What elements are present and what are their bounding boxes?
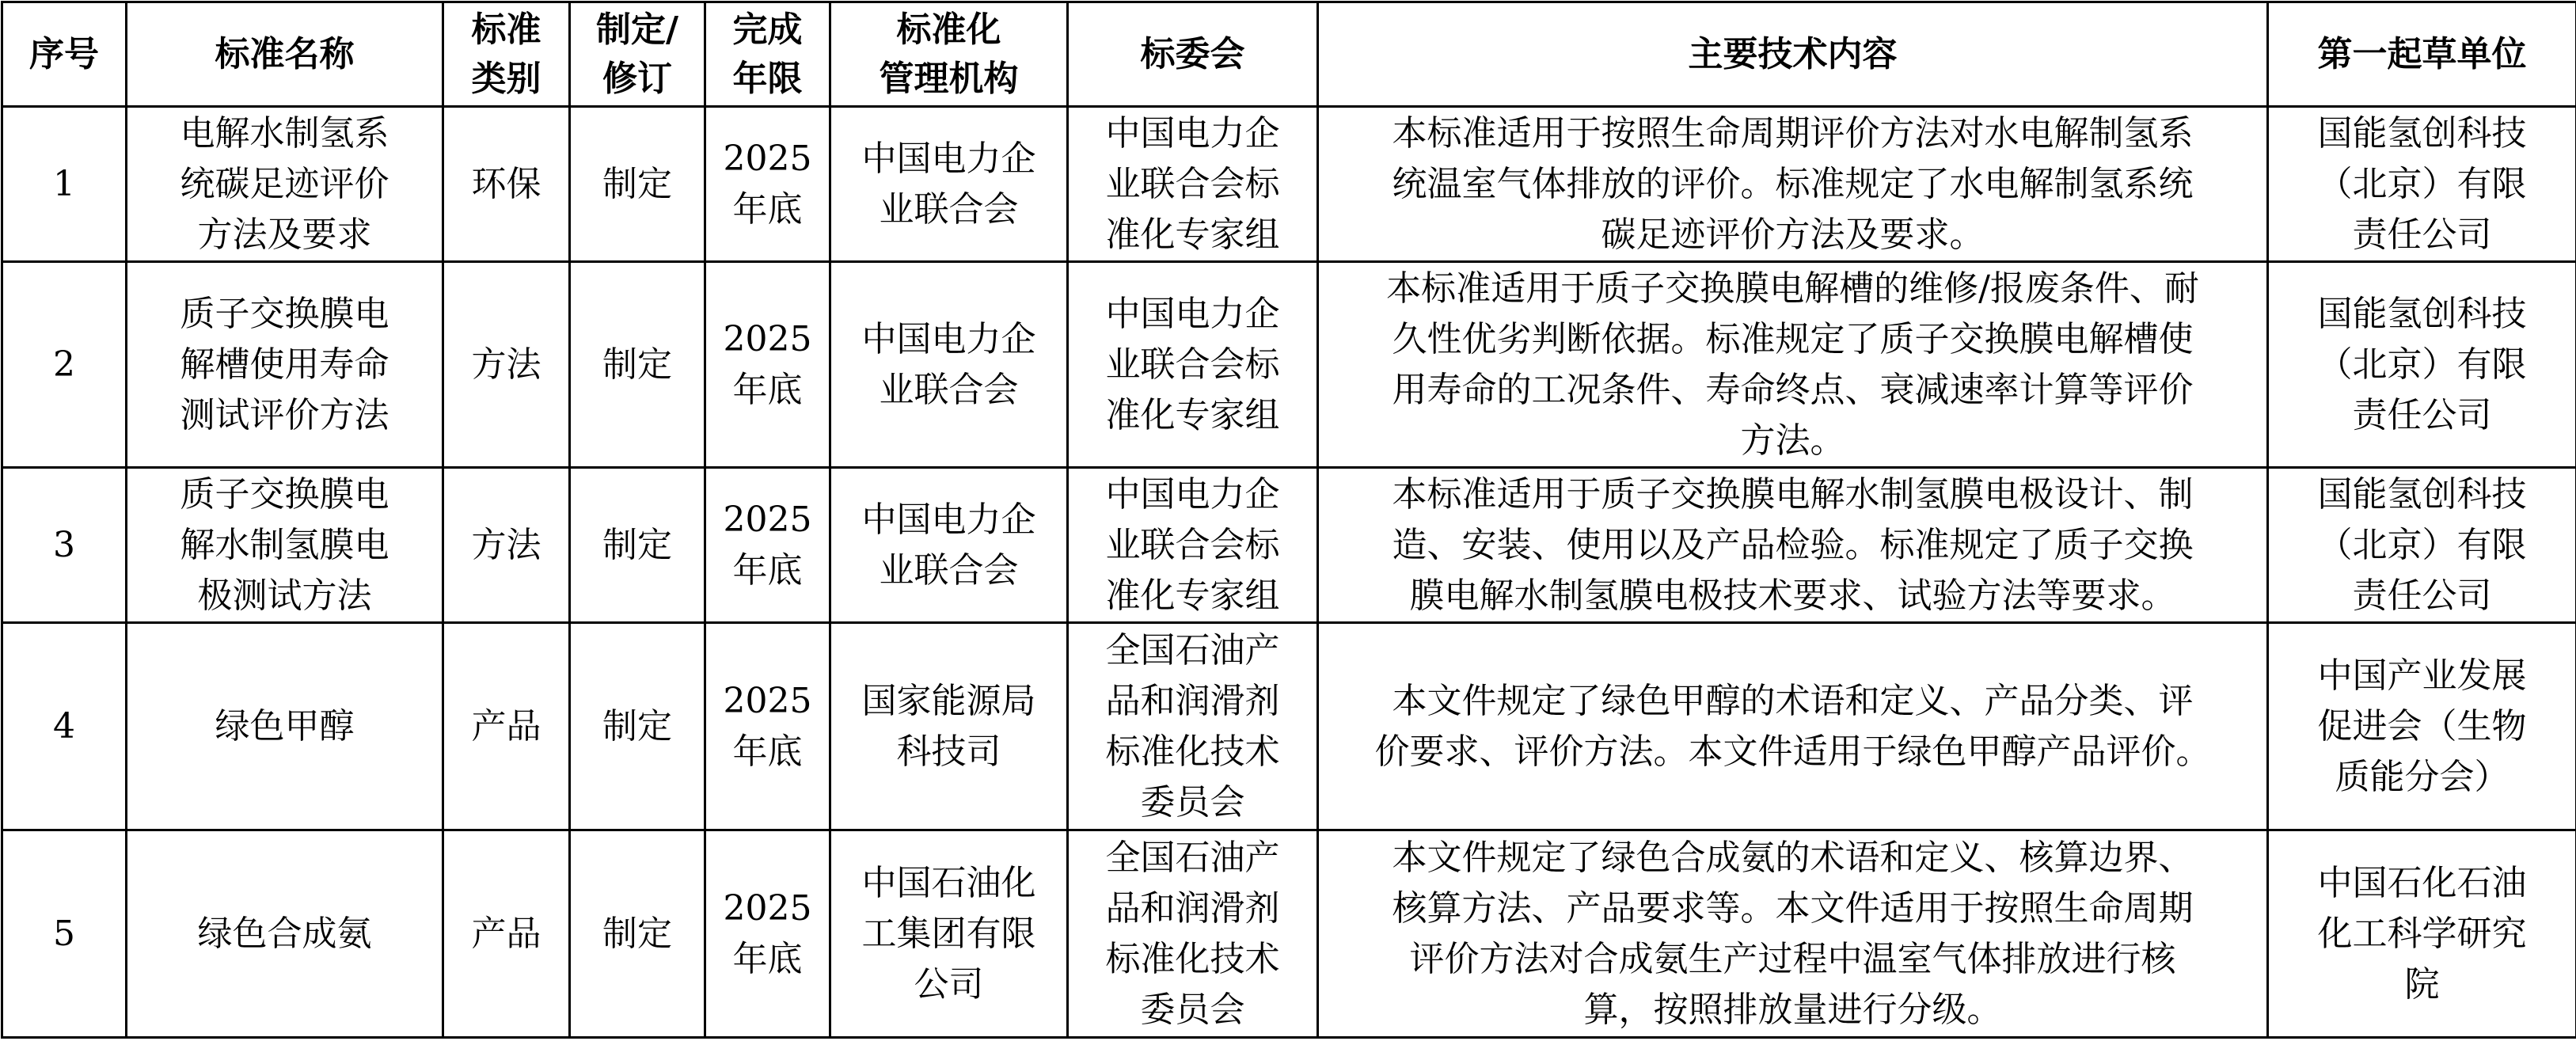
row-deadline: 2025 年底	[705, 107, 830, 262]
row-no: 3	[2, 468, 127, 623]
row-org: 中国石油化 工集团有限 公司	[830, 830, 1068, 1038]
table-header-row	[2, 2, 2576, 107]
row-category: 方法	[443, 262, 570, 468]
table-row	[2, 107, 2576, 262]
row-deadline: 2025 年底	[705, 468, 830, 623]
row-deadline: 2025 年底	[705, 830, 830, 1038]
table-row	[2, 262, 2576, 468]
row-org: 中国电力企 业联合会	[830, 262, 1068, 468]
row-drafter: 国能氢创科技 （北京）有限 责任公司	[2268, 262, 2576, 468]
header-type: 制定/ 修订	[570, 2, 705, 107]
header-category: 标准 类别	[443, 2, 570, 107]
row-standard-name: 电解水制氢系 统碳足迹评价 方法及要求	[127, 107, 443, 262]
row-drafter: 中国产业发展 促进会（生物 质能分会）	[2268, 623, 2576, 830]
row-committee: 全国石油产 品和润滑剂 标准化技术 委员会	[1068, 830, 1318, 1038]
row-type: 制定	[570, 262, 705, 468]
header-content: 主要技术内容	[1318, 2, 2268, 107]
row-org: 国家能源局 科技司	[830, 623, 1068, 830]
row-drafter: 中国石化石油 化工科学研究 院	[2268, 830, 2576, 1038]
row-drafter: 国能氢创科技 （北京）有限 责任公司	[2268, 107, 2576, 262]
row-committee: 中国电力企 业联合会标 准化专家组	[1068, 107, 1318, 262]
row-standard-name: 质子交换膜电 解水制氢膜电 极测试方法	[127, 468, 443, 623]
row-category: 产品	[443, 830, 570, 1038]
header-deadline: 完成 年限	[705, 2, 830, 107]
table-row	[2, 623, 2576, 830]
row-committee: 全国石油产 品和润滑剂 标准化技术 委员会	[1068, 623, 1318, 830]
standards-table	[1, 1, 2576, 1039]
row-content: 本文件规定了绿色合成氨的术语和定义、核算边界、 核算方法、产品要求等。本文件适用于按照生命周期 评价方法对合成氨生产过程中温室气体排放进行核 算，按照排放量进行分级。	[1318, 830, 2268, 1038]
row-deadline: 2025 年底	[705, 623, 830, 830]
row-type: 制定	[570, 468, 705, 623]
header-name: 标准名称	[127, 2, 443, 107]
table-row	[2, 830, 2576, 1038]
row-type: 制定	[570, 830, 705, 1038]
row-content: 本文件规定了绿色甲醇的术语和定义、产品分类、评 价要求、评价方法。本文件适用于绿色甲醇产品评价。	[1318, 623, 2268, 830]
row-category: 产品	[443, 623, 570, 830]
row-category: 方法	[443, 468, 570, 623]
row-no: 5	[2, 830, 127, 1038]
row-type: 制定	[570, 107, 705, 262]
row-standard-name: 质子交换膜电 解槽使用寿命 测试评价方法	[127, 262, 443, 468]
header-drafter: 第一起草单位	[2268, 2, 2576, 107]
row-deadline: 2025 年底	[705, 262, 830, 468]
row-content: 本标准适用于质子交换膜电解水制氢膜电极设计、制 造、安装、使用以及产品检验。标准规定了质子交换 膜电解水制氢膜电极技术要求、试验方法等要求。	[1318, 468, 2268, 623]
row-org: 中国电力企 业联合会	[830, 468, 1068, 623]
table-row	[2, 468, 2576, 623]
header-committee: 标委会	[1068, 2, 1318, 107]
row-content: 本标准适用于质子交换膜电解槽的维修/报废条件、耐 久性优劣判断依据。标准规定了质子交换膜电解槽使 用寿命的工况条件、寿命终点、衰减速率计算等评价 方法。	[1318, 262, 2268, 468]
header-org: 标准化 管理机构	[830, 2, 1068, 107]
row-committee: 中国电力企 业联合会标 准化专家组	[1068, 468, 1318, 623]
header-no: 序号	[2, 2, 127, 107]
row-standard-name: 绿色合成氨	[127, 830, 443, 1038]
row-org: 中国电力企 业联合会	[830, 107, 1068, 262]
row-no: 2	[2, 262, 127, 468]
row-category: 环保	[443, 107, 570, 262]
row-type: 制定	[570, 623, 705, 830]
row-no: 1	[2, 107, 127, 262]
row-standard-name: 绿色甲醇	[127, 623, 443, 830]
row-committee: 中国电力企 业联合会标 准化专家组	[1068, 262, 1318, 468]
row-content: 本标准适用于按照生命周期评价方法对水电解制氢系 统温室气体排放的评价。标准规定了水电解制氢系统 碳足迹评价方法及要求。	[1318, 107, 2268, 262]
row-no: 4	[2, 623, 127, 830]
row-drafter: 国能氢创科技 （北京）有限 责任公司	[2268, 468, 2576, 623]
